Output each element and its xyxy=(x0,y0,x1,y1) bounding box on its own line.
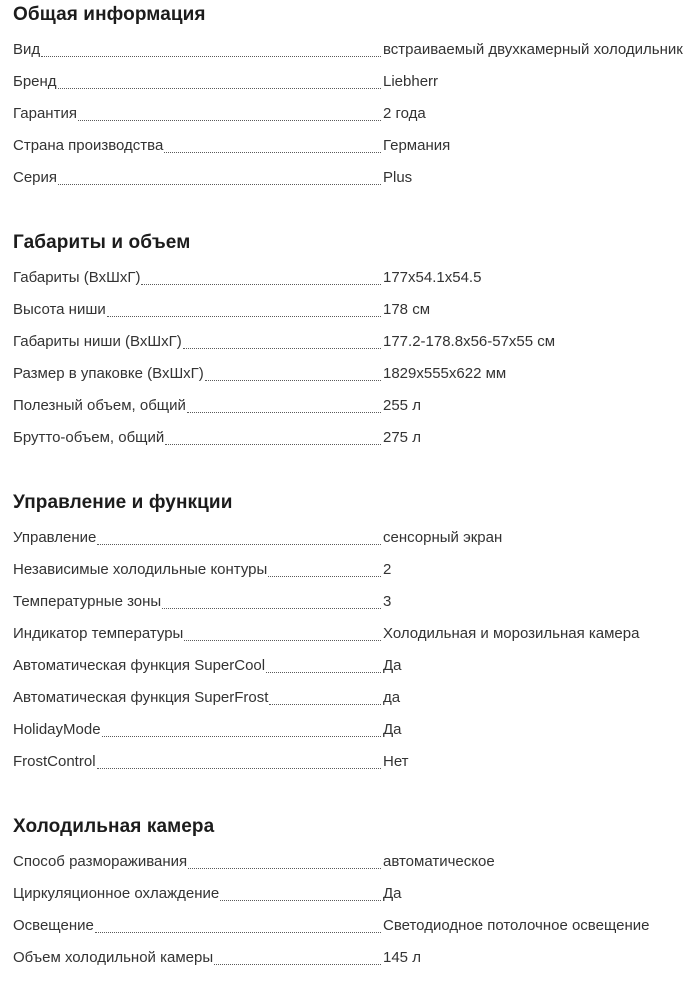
spec-row xyxy=(13,300,698,320)
spec-value: Германия xyxy=(383,137,451,154)
spec-label: Страна производства xyxy=(13,137,164,154)
spec-section xyxy=(13,232,698,448)
spec-label: Высота ниши xyxy=(13,301,106,318)
spec-label: Способ размораживания xyxy=(13,853,188,870)
spec-row xyxy=(13,40,698,60)
spec-label-cell xyxy=(13,752,383,772)
spec-row xyxy=(13,752,698,772)
spec-label: Полезный объем, общий xyxy=(13,397,186,414)
dotted-leader xyxy=(266,672,381,673)
spec-label-cell xyxy=(13,916,383,936)
spec-label-cell xyxy=(13,884,383,904)
dotted-leader xyxy=(97,768,381,769)
dotted-leader xyxy=(162,608,381,609)
dotted-leader xyxy=(141,284,381,285)
spec-value: Да xyxy=(383,885,402,902)
spec-label-cell xyxy=(13,168,383,188)
spec-row xyxy=(13,884,698,904)
dotted-leader xyxy=(205,380,381,381)
dotted-leader xyxy=(164,152,381,153)
spec-row xyxy=(13,656,698,676)
spec-row xyxy=(13,560,698,580)
dotted-leader xyxy=(165,444,381,445)
spec-value: 255 л xyxy=(383,397,421,414)
spec-value: 2 года xyxy=(383,105,426,122)
spec-row xyxy=(13,720,698,740)
spec-row xyxy=(13,364,698,384)
spec-row xyxy=(13,528,698,548)
spec-label-cell xyxy=(13,136,383,156)
spec-row xyxy=(13,168,698,188)
spec-label-cell xyxy=(13,948,383,968)
spec-section xyxy=(13,4,698,188)
spec-label: Автоматическая функция SuperFrost xyxy=(13,689,269,706)
spec-value: встраиваемый двухкамерный холодильник xyxy=(383,41,683,58)
dotted-leader xyxy=(187,412,381,413)
spec-row xyxy=(13,268,698,288)
spec-row xyxy=(13,688,698,708)
spec-label-cell xyxy=(13,104,383,124)
spec-value: автоматическое xyxy=(383,853,495,870)
spec-row xyxy=(13,428,698,448)
section-title: Холодильная камера xyxy=(13,816,215,837)
spec-label: Температурные зоны xyxy=(13,593,162,610)
spec-label: Вид xyxy=(13,41,41,58)
spec-label-cell xyxy=(13,396,383,416)
section-title: Общая информация xyxy=(13,4,206,25)
dotted-leader xyxy=(268,576,381,577)
spec-value: 145 л xyxy=(383,949,421,966)
dotted-leader xyxy=(95,932,381,933)
spec-label-cell xyxy=(13,688,383,708)
spec-label: Циркуляционное охлаждение xyxy=(13,885,220,902)
spec-label: Освещение xyxy=(13,917,94,934)
dotted-leader xyxy=(78,120,381,121)
spec-label: Габариты ниши (ВхШхГ) xyxy=(13,333,182,350)
dotted-leader xyxy=(220,900,381,901)
spec-label: Управление xyxy=(13,529,97,546)
spec-label: Брутто-объем, общий xyxy=(13,429,165,446)
spec-row xyxy=(13,916,698,936)
spec-label: Размер в упаковке (ВхШхГ) xyxy=(13,365,204,382)
spec-row xyxy=(13,592,698,612)
spec-row xyxy=(13,396,698,416)
spec-label: Автоматическая функция SuperCool xyxy=(13,657,266,674)
dotted-leader xyxy=(41,56,381,57)
spec-label-cell xyxy=(13,72,383,92)
spec-value: 178 см xyxy=(383,301,431,318)
section-title: Габариты и объем xyxy=(13,232,191,253)
spec-label: FrostControl xyxy=(13,753,96,770)
spec-value: 2 xyxy=(383,561,392,578)
spec-label-cell xyxy=(13,592,383,612)
spec-label: Индикатор температуры xyxy=(13,625,184,642)
spec-value: Светодиодное потолочное освещение xyxy=(383,917,650,934)
spec-label-cell xyxy=(13,40,383,60)
dotted-leader xyxy=(269,704,381,705)
spec-row xyxy=(13,332,698,352)
spec-row xyxy=(13,852,698,872)
spec-value: 1829x555x622 мм xyxy=(383,365,507,382)
dotted-leader xyxy=(102,736,381,737)
spec-label-cell xyxy=(13,656,383,676)
spec-value: да xyxy=(383,689,401,706)
spec-row xyxy=(13,136,698,156)
spec-label: HolidayMode xyxy=(13,721,101,738)
spec-value: 275 л xyxy=(383,429,421,446)
spec-value: Liebherr xyxy=(383,73,439,90)
spec-section xyxy=(13,492,698,772)
spec-value: сенсорный экран xyxy=(383,529,503,546)
spec-label-cell xyxy=(13,624,383,644)
dotted-leader xyxy=(183,348,381,349)
spec-label: Независимые холодильные контуры xyxy=(13,561,268,578)
spec-label-cell xyxy=(13,528,383,548)
spec-label: Бренд xyxy=(13,73,57,90)
spec-row xyxy=(13,104,698,124)
spec-label: Объем холодильной камеры xyxy=(13,949,214,966)
spec-label: Габариты (ВхШхГ) xyxy=(13,269,141,286)
spec-label-cell xyxy=(13,364,383,384)
spec-label-cell xyxy=(13,852,383,872)
spec-value: Да xyxy=(383,657,402,674)
spec-label: Серия xyxy=(13,169,58,186)
dotted-leader xyxy=(97,544,381,545)
dotted-leader xyxy=(188,868,381,869)
spec-label: Гарантия xyxy=(13,105,77,122)
dotted-leader xyxy=(107,316,381,317)
spec-value: 177.2-178.8x56-57x55 см xyxy=(383,333,556,350)
spec-value: Холодильная и морозильная камера xyxy=(383,625,640,642)
spec-value: Plus xyxy=(383,169,413,186)
spec-label-cell xyxy=(13,720,383,740)
spec-row xyxy=(13,72,698,92)
section-title: Управление и функции xyxy=(13,492,233,513)
spec-value: 177x54.1x54.5 xyxy=(383,269,482,286)
spec-label-cell xyxy=(13,268,383,288)
spec-label-cell xyxy=(13,428,383,448)
spec-label-cell xyxy=(13,300,383,320)
spec-value: 3 xyxy=(383,593,392,610)
spec-label-cell xyxy=(13,332,383,352)
spec-value: Да xyxy=(383,721,402,738)
dotted-leader xyxy=(58,184,381,185)
spec-label-cell xyxy=(13,560,383,580)
spec-row xyxy=(13,948,698,968)
spec-value: Нет xyxy=(383,753,409,770)
spec-section xyxy=(13,816,698,968)
dotted-leader xyxy=(58,88,381,89)
spec-row xyxy=(13,624,698,644)
dotted-leader xyxy=(214,964,381,965)
dotted-leader xyxy=(184,640,381,641)
